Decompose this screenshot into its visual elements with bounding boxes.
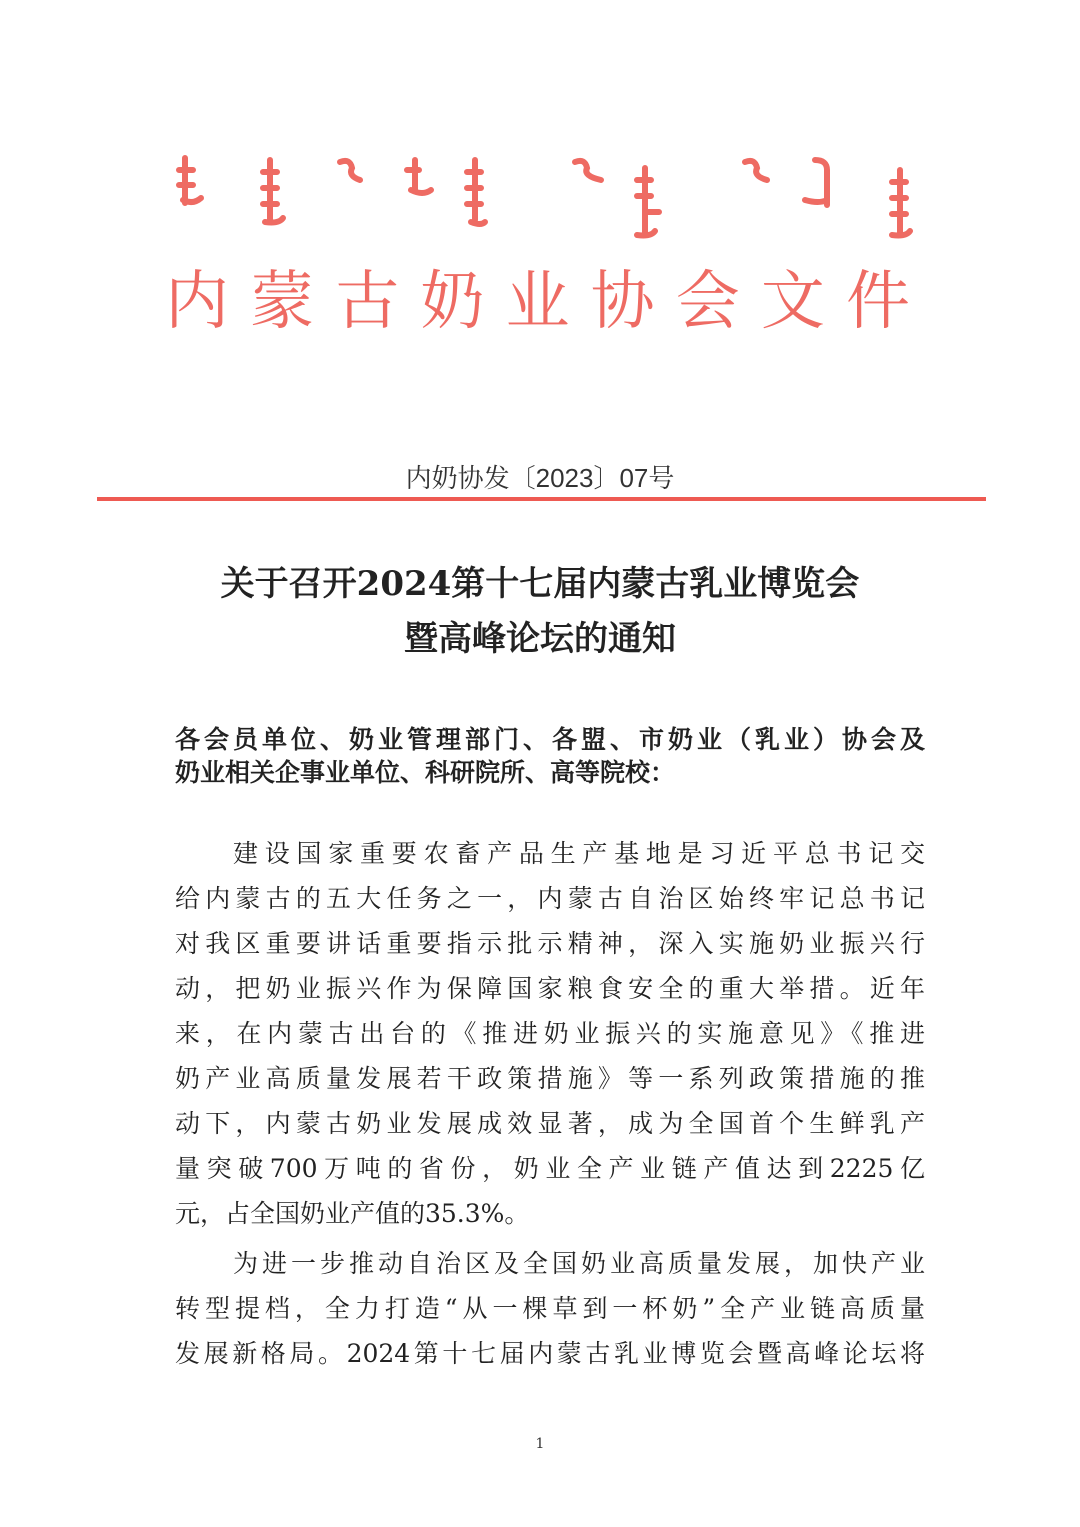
- body-line: 转型提档，全力打造“从一棵草到一杯奶”全产业链高质量: [175, 1294, 925, 1323]
- body-line: 奶产业高质量发展若干政策措施》等一系列政策措施的推: [175, 1064, 925, 1093]
- page-number: 1: [535, 1436, 545, 1452]
- addressee-line-2: 奶业相关企事业单位、科研院所、高等院校：: [175, 758, 676, 787]
- body-line: 动，把奶业振兴作为保障国家粮食安全的重大举措。近年: [175, 974, 925, 1003]
- body-line: 给内蒙古的五大任务之一，内蒙古自治区始终牢记总书记: [175, 884, 925, 913]
- body-line: 量突破700万吨的省份，奶业全产业链产值达到2225亿: [175, 1154, 925, 1183]
- addressee-line-1: 各会员单位、奶业管理部门、各盟、市奶业（乳业）协会及: [175, 725, 925, 754]
- mongolian-script-logo: [175, 150, 915, 245]
- notice-title-line-1: 关于召开2024第十七届内蒙古乳业博览会: [220, 564, 860, 604]
- notice-title-line-2: 暨高峰论坛的通知: [404, 619, 676, 659]
- organization-title: 内蒙古奶业协会文件: [165, 265, 910, 339]
- body-line: 建设国家重要农畜产品生产基地是习近平总书记交: [233, 839, 925, 868]
- document-number: 内奶协发〔2023〕07号: [405, 463, 675, 493]
- body-line: 对我区重要讲话重要指示批示精神，深入实施奶业振兴行: [175, 929, 925, 958]
- body-line: 元，占全国奶业产值的35.3%。: [175, 1199, 530, 1228]
- body-line: 动下，内蒙古奶业发展成效显著，成为全国首个生鲜乳产: [175, 1109, 925, 1138]
- body-line: 来，在内蒙古出台的《推进奶业振兴的实施意见》《推进: [175, 1019, 925, 1048]
- body-line: 为进一步推动自治区及全国奶业高质量发展，加快产业: [233, 1249, 925, 1278]
- body-line: 发展新格局。2024第十七届内蒙古乳业博览会暨高峰论坛将: [175, 1339, 925, 1368]
- red-divider: [97, 497, 986, 501]
